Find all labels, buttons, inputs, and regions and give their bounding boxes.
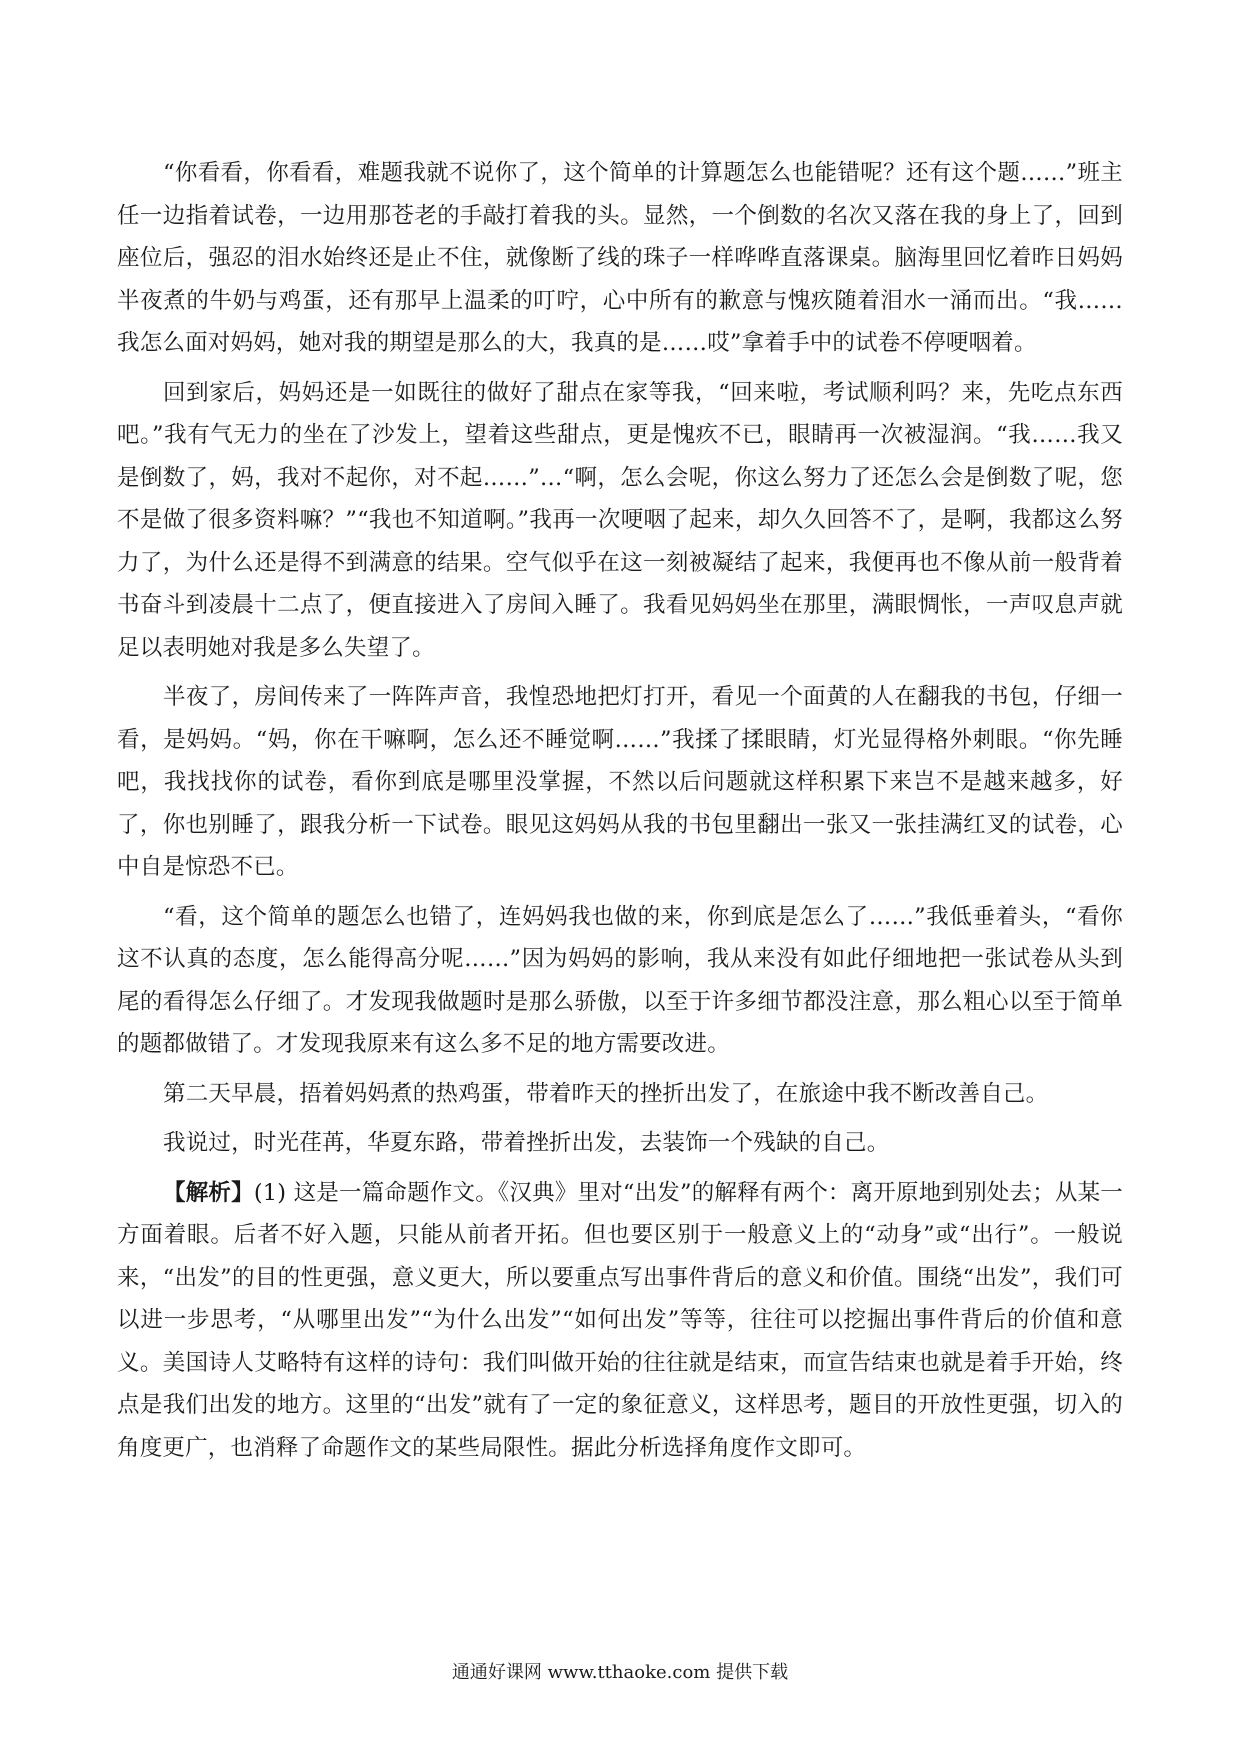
essay-body <box>117 152 1123 1476</box>
analysis-label: 【解析】 <box>163 1179 254 1206</box>
essay-paragraph-4: “看，这个简单的题怎么也错了，连妈妈我也做的来，你到底是怎么了……”我低垂着头，“看你这不认真的态度，怎么能得高分呢……”因为妈妈的影响，我从来没有如此仔细地把一张试卷从头到尾的看得怎么仔细了。才发现我做题时是那么骄傲，以至于许多细节都没注意，那么粗心以至于简单的题都做错了。才发现我原来有这么多不足的地方需要改进。 <box>117 903 1123 1057</box>
analysis-text: (1) 这是一篇命题作文。《汉典》里对“出发”的解释有两个：离开原地到别处去；从某一方面着眼。后者不好入题，只能从前者开拓。但也要区别于一般意义上的“动身”或“出行”。一般说来，“出发”的目的性更强，意义更大，所以要重点写出事件背后的意义和价值。围绕“出发”，我们可以进一步思考，“从哪里出发”“为什么出发”“如何出发”等等，往往可以挖掘出事件背后的价值和意义。美国诗人艾略特有这样的诗句：我们叫做开始的往往就是结束，而宣告结束也就是着手开始，终点是我们出发的地方。这里的“出发”就有了一定的象征意义，这样思考，题目的开放性更强，切入的角度更广，也消释了命题作文的某些局限性。据此分析选择角度作文即可。 <box>117 1179 1123 1461</box>
analysis-paragraph <box>117 1172 1123 1470</box>
page-footer: 通通好课网 www.tthaoke.com 提供下载 <box>451 1662 789 1683</box>
essay-paragraph-6: 我说过，时光荏苒，华夏东路，带着挫折出发，去装饰一个残缺的自己。 <box>163 1130 890 1156</box>
essay-paragraph-1: “你看看，你看看，难题我就不说你了，这个简单的计算题怎么也能错呢？还有这个题……”班主任一边指着试卷，一边用那苍老的手敲打着我的头。显然，一个倒数的名次又落在我的身上了，回到座位后，强忍的泪水始终还是止不住，就像断了线的珠子一样哗哗直落课桌。脑海里回忆着昨日妈妈半夜煮的牛奶与鸡蛋，还有那早上温柔的叮咛，心中所有的歉意与愧疚随着泪水一涌而出。“我……我怎么面对妈妈，她对我的期望是那么的大，我真的是……哎”拿着手中的试卷不停哽咽着。 <box>117 160 1123 356</box>
essay-paragraph-5: 第二天早晨，捂着妈妈煮的热鸡蛋，带着昨天的挫折出发了，在旅途中我不断改善自己。 <box>163 1080 1049 1107</box>
essay-paragraph-3: 半夜了，房间传来了一阵阵声音，我惶恐地把灯打开，看见一个面黄的人在翻我的书包，仔细一看，是妈妈。“妈，你在干嘛啊，怎么还不睡觉啊……”我揉了揉眼睛，灯光显得格外刺眼。“你先睡吧，我找找你的试卷，看你到底是哪里没掌握，不然以后问题就这样积累下来岂不是越来越多，好了，你也别睡了，跟我分析一下试卷。眼见这妈妈从我的书包里翻出一张又一张挂满红叉的试卷，心中自是惊恐不已。 <box>117 684 1123 880</box>
essay-paragraph-2: 回到家后，妈妈还是一如既往的做好了甜点在家等我，“回来啦，考试顺利吗？来，先吃点东西吧。”我有气无力的坐在了沙发上，望着这些甜点，更是愧疚不已，眼睛再一次被湿润。“我……我又是倒数了，妈，我对不起你，对不起……”…“啊，怎么会呢，你这么努力了还怎么会是倒数了呢，您不是做了很多资料嘛？”“我也不知道啊。”我再一次哽咽了起来，却久久回答不了，是啊，我都这么努力了，为什么还是得不到满意的结果。空气似乎在这一刻被凝结了起来，我便再也不像从前一般背着书奋斗到凌晨十二点了，便直接进入了房间入睡了。我看见妈妈坐在那里，满眼惆怅，一声叹息声就足以表明她对我是多么失望了。 <box>117 379 1123 661</box>
